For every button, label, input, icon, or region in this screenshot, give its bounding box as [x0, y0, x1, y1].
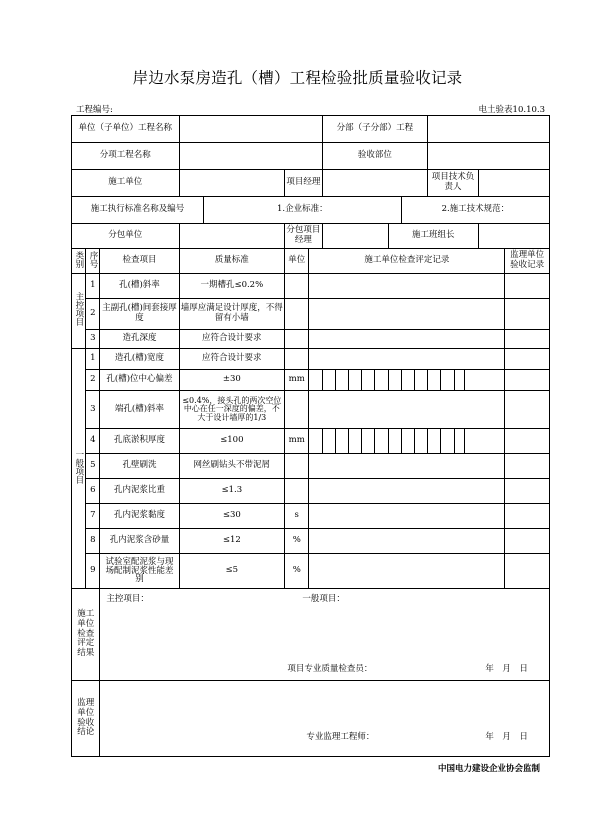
record-cell[interactable]	[414, 370, 427, 391]
record-cell[interactable]	[388, 370, 401, 391]
general-item: 孔内泥浆比重	[100, 479, 179, 504]
record-cell[interactable]	[454, 429, 464, 454]
form-code: 电土验表10.10.3	[478, 105, 545, 115]
general-unit: %	[285, 529, 309, 554]
main-group-label: 主控项目	[72, 274, 86, 349]
record-cell[interactable]	[428, 370, 441, 391]
general-item: 孔内泥浆含砂量	[100, 529, 179, 554]
record-cell[interactable]	[362, 429, 375, 454]
general-no: 9	[86, 554, 100, 589]
main-item: 造孔深度	[100, 330, 179, 349]
col-check-item: 检查项目	[100, 249, 179, 274]
footer-issuer: 中国电力建设企业协会监制	[437, 764, 540, 774]
main-supervision[interactable]	[505, 299, 550, 330]
general-supervision[interactable]	[505, 479, 550, 504]
general-record[interactable]	[309, 349, 505, 370]
unit-project-value[interactable]	[179, 116, 322, 143]
general-standard: ≤100	[179, 429, 285, 454]
general-supervision[interactable]	[505, 554, 550, 589]
table-row	[72, 504, 550, 529]
eval-general-label: 一般项目：	[302, 594, 345, 604]
record-cell[interactable]	[464, 370, 505, 391]
item-project-label: 分项工程名称	[72, 143, 180, 170]
record-cell[interactable]	[454, 370, 464, 391]
general-record[interactable]	[309, 504, 505, 529]
general-no: 4	[86, 429, 100, 454]
general-no: 3	[86, 391, 100, 429]
general-unit	[285, 349, 309, 370]
sub-manager-value[interactable]	[322, 224, 388, 249]
general-unit	[285, 454, 309, 479]
construction-unit-value[interactable]	[179, 170, 285, 197]
general-supervision[interactable]	[505, 429, 550, 454]
record-cell[interactable]	[388, 429, 401, 454]
general-record[interactable]	[309, 391, 505, 429]
project-manager-label: 项目经理	[285, 170, 323, 197]
col-seq: 序号	[86, 249, 100, 274]
col-construction-record: 施工单位检查评定记录	[309, 249, 505, 274]
table-row	[72, 529, 550, 554]
general-item: 端孔(槽)斜率	[100, 391, 179, 429]
general-standard: ≤0.4%，接头孔的两次空位中心在任一深度的偏差，不大于设计墙厚的1/3	[179, 391, 285, 429]
main-record[interactable]	[309, 299, 505, 330]
record-cell[interactable]	[335, 429, 348, 454]
record-cell[interactable]	[401, 429, 414, 454]
general-item: 孔壁刷洗	[100, 454, 179, 479]
general-supervision[interactable]	[505, 454, 550, 479]
general-standard: ≤30	[179, 504, 285, 529]
accept-part-label: 验收部位	[322, 143, 428, 170]
main-standard: 应符合设计要求	[179, 330, 285, 349]
project-manager-value[interactable]	[322, 170, 428, 197]
supervision-label: 监理单位验收结论	[72, 681, 100, 757]
main-record[interactable]	[309, 330, 505, 349]
general-record[interactable]	[309, 479, 505, 504]
main-unit	[285, 299, 309, 330]
project-no-label: 工程编号:	[76, 105, 113, 115]
eval-content[interactable]	[100, 589, 550, 681]
item-project-value[interactable]	[179, 143, 322, 170]
record-cell[interactable]	[441, 429, 454, 454]
engineer-label: 专业监理工程师：	[306, 732, 375, 742]
table-row	[72, 330, 550, 349]
general-supervision[interactable]	[505, 529, 550, 554]
col-supervision-record: 监理单位验收记录	[505, 249, 550, 274]
record-cell[interactable]	[375, 370, 388, 391]
general-unit: mm	[285, 429, 309, 454]
general-standard: ≤1.3	[179, 479, 285, 504]
enterprise-standard[interactable]: 1.企业标准：	[203, 197, 401, 224]
table-row	[72, 454, 550, 479]
col-standard: 质量标准	[179, 249, 285, 274]
record-cell[interactable]	[428, 429, 441, 454]
general-supervision[interactable]	[505, 504, 550, 529]
general-standard: ≤5	[179, 554, 285, 589]
main-no: 2	[86, 299, 100, 330]
general-unit: %	[285, 554, 309, 589]
record-cell[interactable]	[349, 429, 362, 454]
eval-date: 年 月 日	[485, 664, 528, 674]
main-record[interactable]	[309, 274, 505, 299]
table-row	[72, 429, 550, 454]
general-standard: ±30	[179, 370, 285, 391]
general-item: 造孔(槽)宽度	[100, 349, 179, 370]
general-unit	[285, 391, 309, 429]
general-standard: ≤12	[179, 529, 285, 554]
main-standard: 一期槽孔≤0.2%	[179, 274, 285, 299]
main-no: 1	[86, 274, 100, 299]
table-row	[72, 554, 550, 589]
general-item: 试验室配泥浆与现场配制泥浆性能差别	[100, 554, 179, 589]
general-item: 孔(槽)位中心偏差	[100, 370, 179, 391]
general-no: 5	[86, 454, 100, 479]
main-supervision[interactable]	[505, 330, 550, 349]
main-unit	[285, 274, 309, 299]
general-standard: 网丝刷钻头不带泥屑	[179, 454, 285, 479]
table-row	[72, 479, 550, 504]
supervision-content[interactable]	[100, 681, 550, 757]
main-no: 3	[86, 330, 100, 349]
record-cell[interactable]	[375, 429, 388, 454]
main-item: 孔(槽)斜率	[100, 274, 179, 299]
general-record[interactable]	[309, 529, 505, 554]
general-item: 孔底淤积厚度	[100, 429, 179, 454]
construction-unit-label: 施工单位	[72, 170, 180, 197]
general-standard: 应符合设计要求	[179, 349, 285, 370]
tech-lead-label: 项目技术负责人	[428, 170, 479, 197]
general-no: 1	[86, 349, 100, 370]
record-cell[interactable]	[464, 429, 505, 454]
general-supervision[interactable]	[505, 349, 550, 370]
table-row	[72, 299, 550, 330]
main-supervision[interactable]	[505, 274, 550, 299]
main-unit	[285, 330, 309, 349]
table-row	[72, 274, 550, 299]
record-cell[interactable]	[309, 370, 322, 391]
general-supervision[interactable]	[505, 391, 550, 429]
general-record[interactable]	[309, 454, 505, 479]
general-no: 7	[86, 504, 100, 529]
standard-label: 施工执行标准名称及编号	[72, 197, 204, 224]
main-standard: 墙厚应满足设计厚度，不得留有小墙	[179, 299, 285, 330]
eval-main-label: 主控项目：	[106, 594, 149, 604]
general-record[interactable]	[309, 554, 505, 589]
sub-unit-label: 分包单位	[72, 224, 180, 249]
main-item: 主副孔(槽)间套接厚度	[100, 299, 179, 330]
general-unit: mm	[285, 370, 309, 391]
col-category: 类别	[72, 249, 86, 274]
general-unit: s	[285, 504, 309, 529]
acceptance-form	[71, 115, 550, 757]
record-cell[interactable]	[322, 370, 335, 391]
tech-lead-value[interactable]	[478, 170, 549, 197]
subdivision-label: 分部（子分部）工程	[322, 116, 428, 143]
record-cell[interactable]	[414, 429, 427, 454]
general-no: 2	[86, 370, 100, 391]
general-supervision[interactable]	[505, 370, 550, 391]
table-row	[72, 370, 550, 391]
record-cell[interactable]	[401, 370, 414, 391]
record-cell[interactable]	[335, 370, 348, 391]
record-cell[interactable]	[362, 370, 375, 391]
team-leader-label: 施工班组长	[388, 224, 478, 249]
subdivision-value[interactable]	[428, 116, 550, 143]
general-no: 6	[86, 479, 100, 504]
general-no: 8	[86, 529, 100, 554]
sub-unit-value[interactable]	[179, 224, 285, 249]
table-row	[72, 349, 550, 370]
col-unit: 单位	[285, 249, 309, 274]
general-unit	[285, 479, 309, 504]
general-item: 孔内泥浆黏度	[100, 504, 179, 529]
record-cell[interactable]	[441, 370, 454, 391]
tech-spec[interactable]: 2.施工技术规范：	[401, 197, 549, 224]
record-cell[interactable]	[349, 370, 362, 391]
unit-project-label: 单位（子单位）工程名称	[72, 116, 180, 143]
eval-label: 施工单位检查评定结果	[72, 589, 100, 681]
record-cell[interactable]	[322, 429, 335, 454]
page-title: 岸边水泵房造孔（槽）工程检验批质量验收记录	[132, 69, 463, 87]
team-leader-value[interactable]	[478, 224, 549, 249]
record-cell[interactable]	[309, 429, 322, 454]
sub-manager-label: 分包项目经理	[285, 224, 323, 249]
table-row	[72, 391, 550, 429]
supervision-date: 年 月 日	[485, 732, 528, 742]
accept-part-value[interactable]	[428, 143, 550, 170]
inspector-label: 项目专业质量检查员：	[287, 664, 373, 674]
general-group-label: 一般项目	[72, 349, 86, 589]
